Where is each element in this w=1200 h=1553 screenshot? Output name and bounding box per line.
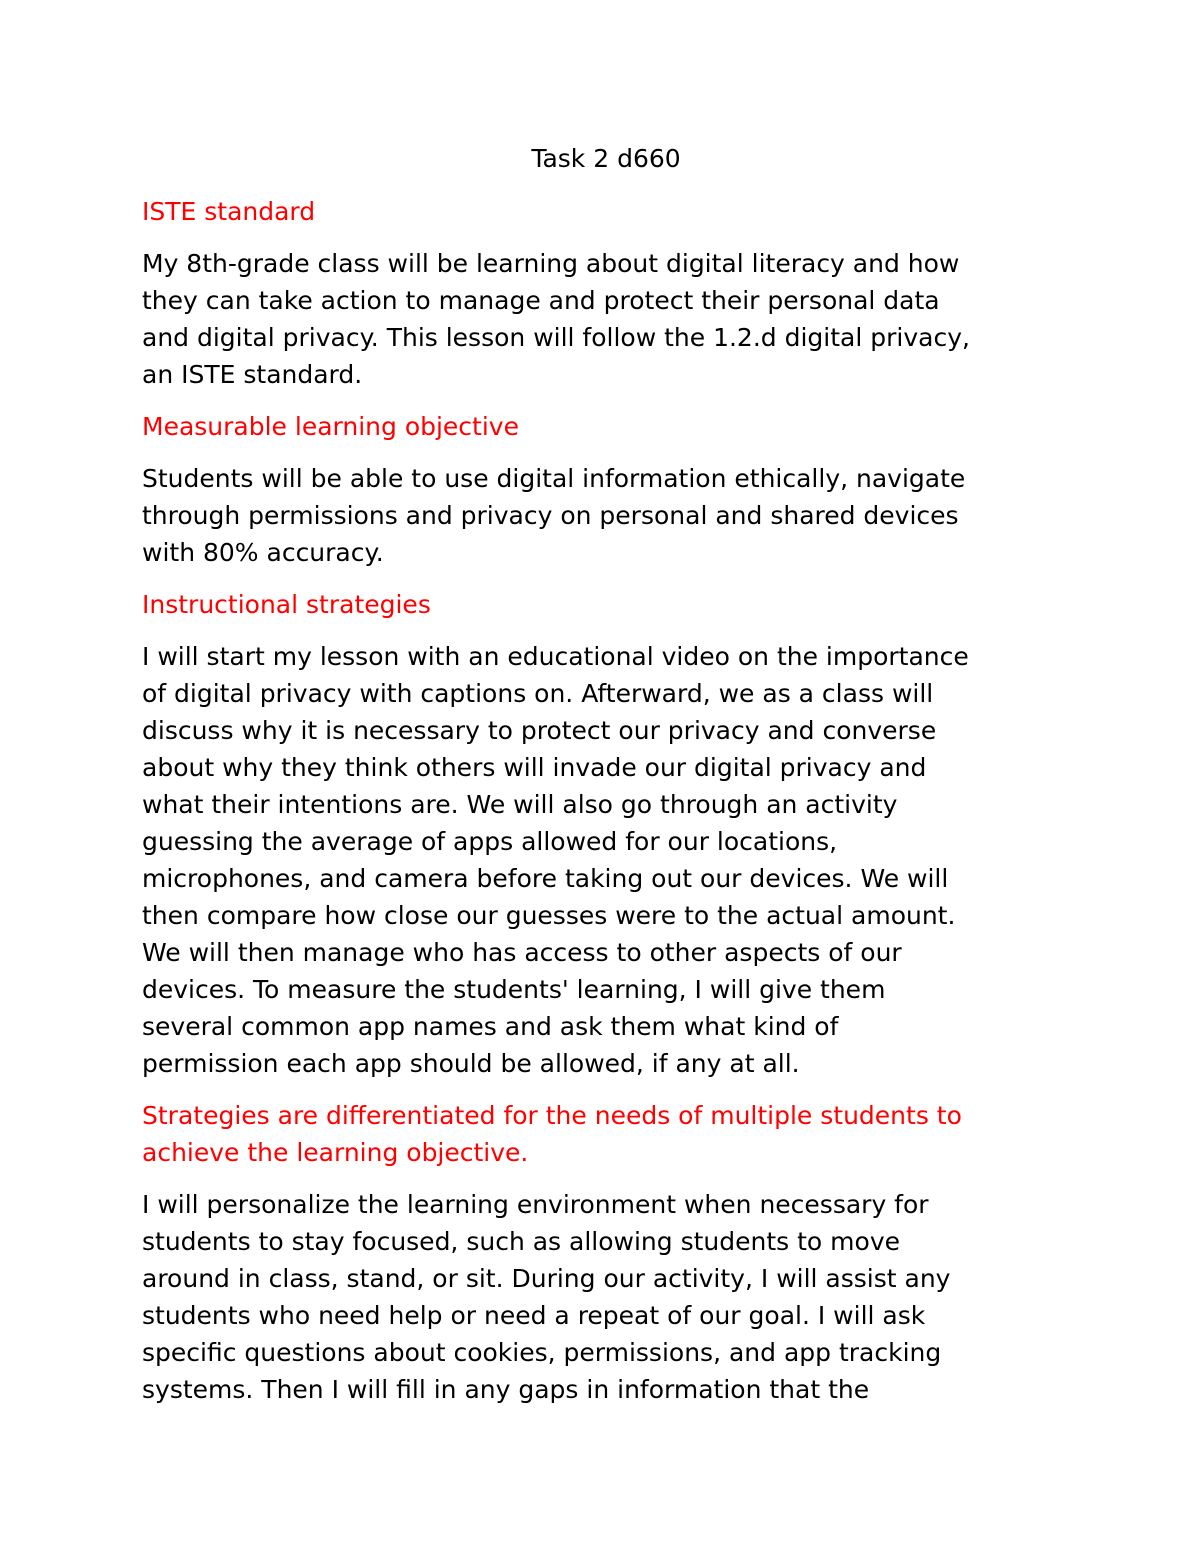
body-line: guessing the average of apps allowed for our locations, bbox=[142, 827, 838, 856]
body-line: specific questions about cookies, permissions, and app tracking bbox=[142, 1338, 942, 1367]
body-line: around in class, stand, or sit. During our activity, I will assist any bbox=[142, 1264, 951, 1293]
section-heading-learning-objective: Measurable learning objective bbox=[142, 412, 519, 441]
body-line: I will personalize the learning environment when necessary for bbox=[142, 1190, 929, 1219]
section-heading-iste-standard: ISTE standard bbox=[142, 197, 316, 226]
body-line: of digital privacy with captions on. Afterward, we as a class will bbox=[142, 679, 934, 708]
body-line: through permissions and privacy on personal and shared devices bbox=[142, 501, 959, 530]
body-line: and digital privacy. This lesson will follow the 1.2.d digital privacy, bbox=[142, 323, 970, 352]
body-line: discuss why it is necessary to protect our privacy and converse bbox=[142, 716, 937, 745]
heading-line: Strategies are differentiated for the needs of multiple students to bbox=[142, 1101, 962, 1130]
body-line: Students will be able to use digital information ethically, navigate bbox=[142, 464, 966, 493]
body-line: permission each app should be allowed, if any at all. bbox=[142, 1049, 800, 1078]
section-body-instructional-strategies bbox=[142, 638, 1070, 1082]
body-line: several common app names and ask them what kind of bbox=[142, 1012, 839, 1041]
body-line: then compare how close our guesses were to the actual amount. bbox=[142, 901, 956, 930]
document-title: Task 2 d660 bbox=[531, 144, 681, 173]
section-heading-instructional-strategies: Instructional strategies bbox=[142, 590, 431, 619]
body-line: devices. To measure the students' learning, I will give them bbox=[142, 975, 886, 1004]
body-line: what their intentions are. We will also go through an activity bbox=[142, 790, 898, 819]
body-line: systems. Then I will fill in any gaps in information that the bbox=[142, 1375, 870, 1404]
body-line: an ISTE standard. bbox=[142, 360, 363, 389]
body-line: We will then manage who has access to other aspects of our bbox=[142, 938, 902, 967]
body-line: students to stay focused, such as allowing students to move bbox=[142, 1227, 900, 1256]
body-line: I will start my lesson with an educational video on the importance bbox=[142, 642, 969, 671]
body-line: with 80% accuracy. bbox=[142, 538, 384, 567]
body-line: students who need help or need a repeat of our goal. I will ask bbox=[142, 1301, 926, 1330]
body-line: microphones, and camera before taking out our devices. We will bbox=[142, 864, 949, 893]
section-body-iste-standard bbox=[142, 245, 1070, 393]
section-body-differentiated-strategies bbox=[142, 1186, 1070, 1408]
section-body-learning-objective bbox=[142, 460, 1070, 571]
body-line: about why they think others will invade our digital privacy and bbox=[142, 753, 927, 782]
heading-line: achieve the learning objective. bbox=[142, 1138, 529, 1167]
section-heading-differentiated-strategies bbox=[142, 1097, 1070, 1171]
body-line: My 8th-grade class will be learning about digital literacy and how bbox=[142, 249, 960, 278]
body-line: they can take action to manage and protect their personal data bbox=[142, 286, 940, 315]
